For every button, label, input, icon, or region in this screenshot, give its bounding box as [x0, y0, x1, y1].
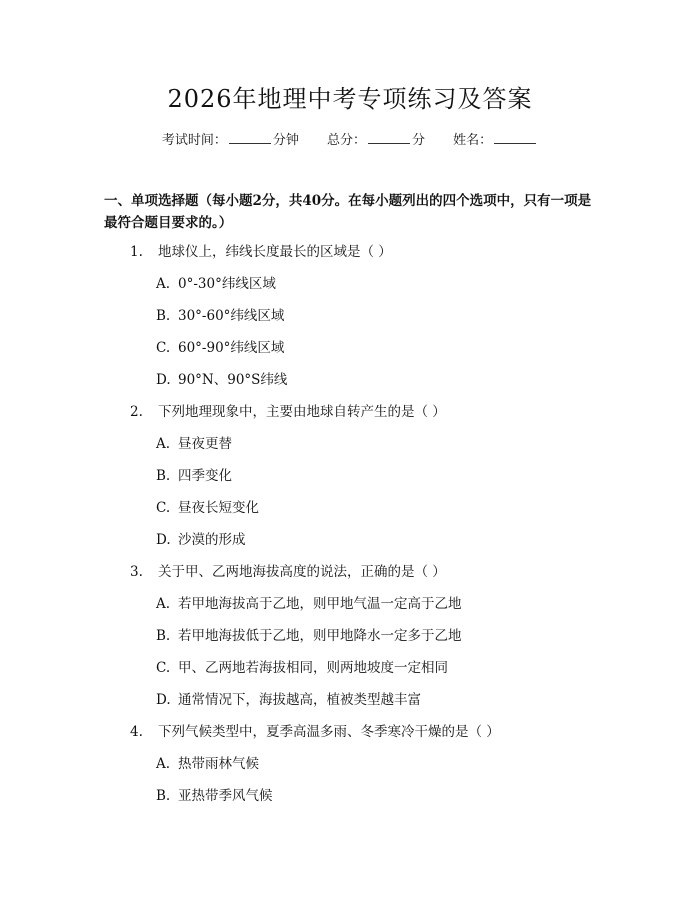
name-blank	[494, 130, 536, 144]
option-letter: B.	[156, 468, 171, 484]
option-letter: D.	[156, 532, 171, 548]
question-text: 地球仪上，纬线长度最长的区域是（ ）	[158, 244, 392, 260]
option-letter: D.	[156, 372, 171, 388]
answer-option	[156, 274, 276, 294]
answer-option	[156, 754, 259, 774]
question-number: 4.	[130, 724, 143, 740]
answer-option	[156, 786, 273, 806]
answer-option	[156, 626, 462, 646]
option-text: 四季变化	[178, 468, 232, 484]
total-score-label: 总分：	[326, 133, 366, 148]
page-title: 2026年地理中考专项练习及答案	[167, 85, 533, 113]
answer-option	[156, 306, 284, 326]
option-text: 亚热带季风气候	[178, 788, 273, 804]
question-number: 1.	[130, 244, 143, 260]
option-letter: B.	[156, 788, 171, 804]
option-text: 30°-60°纬线区域	[178, 308, 285, 324]
exam-info-row	[0, 130, 700, 151]
total-score-field	[327, 130, 425, 151]
option-text: 若甲地海拔低于乙地，则甲地降水一定多于乙地	[178, 628, 462, 644]
exam-time-blank	[229, 130, 271, 144]
option-letter: B.	[156, 628, 171, 644]
exam-time-label: 考试时间：	[161, 133, 227, 148]
answer-option	[156, 690, 421, 710]
option-letter: C.	[156, 660, 171, 676]
question-number: 3.	[130, 564, 143, 580]
option-text: 若甲地海拔高于乙地，则甲地气温一定高于乙地	[178, 596, 462, 612]
answer-option	[156, 466, 232, 486]
option-text: 沙漠的形成	[178, 532, 246, 548]
total-score-unit: 分	[412, 133, 426, 148]
option-letter: A.	[156, 276, 171, 292]
question-text: 下列地理现象中，主要由地球自转产生的是（ ）	[158, 404, 446, 420]
name-field	[453, 130, 538, 151]
answer-option	[156, 658, 448, 678]
question-stem	[130, 562, 446, 582]
option-letter: A.	[156, 756, 171, 772]
question-stem	[130, 242, 392, 262]
total-score-blank	[368, 130, 410, 144]
option-text: 昼夜长短变化	[178, 500, 259, 516]
option-letter: A.	[156, 596, 171, 612]
option-letter: B.	[156, 308, 171, 324]
answer-option	[156, 434, 232, 454]
option-text: 通常情况下，海拔越高，植被类型越丰富	[178, 692, 421, 708]
answer-option	[156, 498, 259, 518]
question-text: 关于甲、乙两地海拔高度的说法，正确的是（ ）	[158, 564, 446, 580]
question-text: 下列气候类型中，夏季高温多雨、冬季寒冷干燥的是（ ）	[158, 724, 500, 740]
answer-option	[156, 594, 462, 614]
option-text: 60°-90°纬线区域	[178, 340, 285, 356]
answer-option	[156, 530, 246, 550]
question-stem	[130, 402, 446, 422]
question-number: 2.	[130, 404, 143, 420]
question-stem	[130, 722, 500, 742]
option-text: 90°N、90°S纬线	[178, 372, 288, 388]
option-letter: C.	[156, 500, 171, 516]
exam-time-unit: 分钟	[272, 133, 299, 148]
answer-option	[156, 370, 287, 390]
option-letter: A.	[156, 436, 171, 452]
exam-time-field	[162, 130, 299, 151]
option-letter: C.	[156, 340, 171, 356]
option-text: 热带雨林气候	[178, 756, 259, 772]
option-letter: D.	[156, 692, 171, 708]
name-label: 姓名：	[453, 133, 493, 148]
option-text: 0°-30°纬线区域	[178, 276, 276, 292]
section-heading: 一、单项选择题（每小题2分，共40分。在每小题列出的四个选项中，只有一项是最符合题目要求的。）	[104, 193, 592, 231]
option-text: 昼夜更替	[178, 436, 232, 452]
answer-option	[156, 338, 284, 358]
option-text: 甲、乙两地若海拔相同，则两地坡度一定相同	[178, 660, 448, 676]
